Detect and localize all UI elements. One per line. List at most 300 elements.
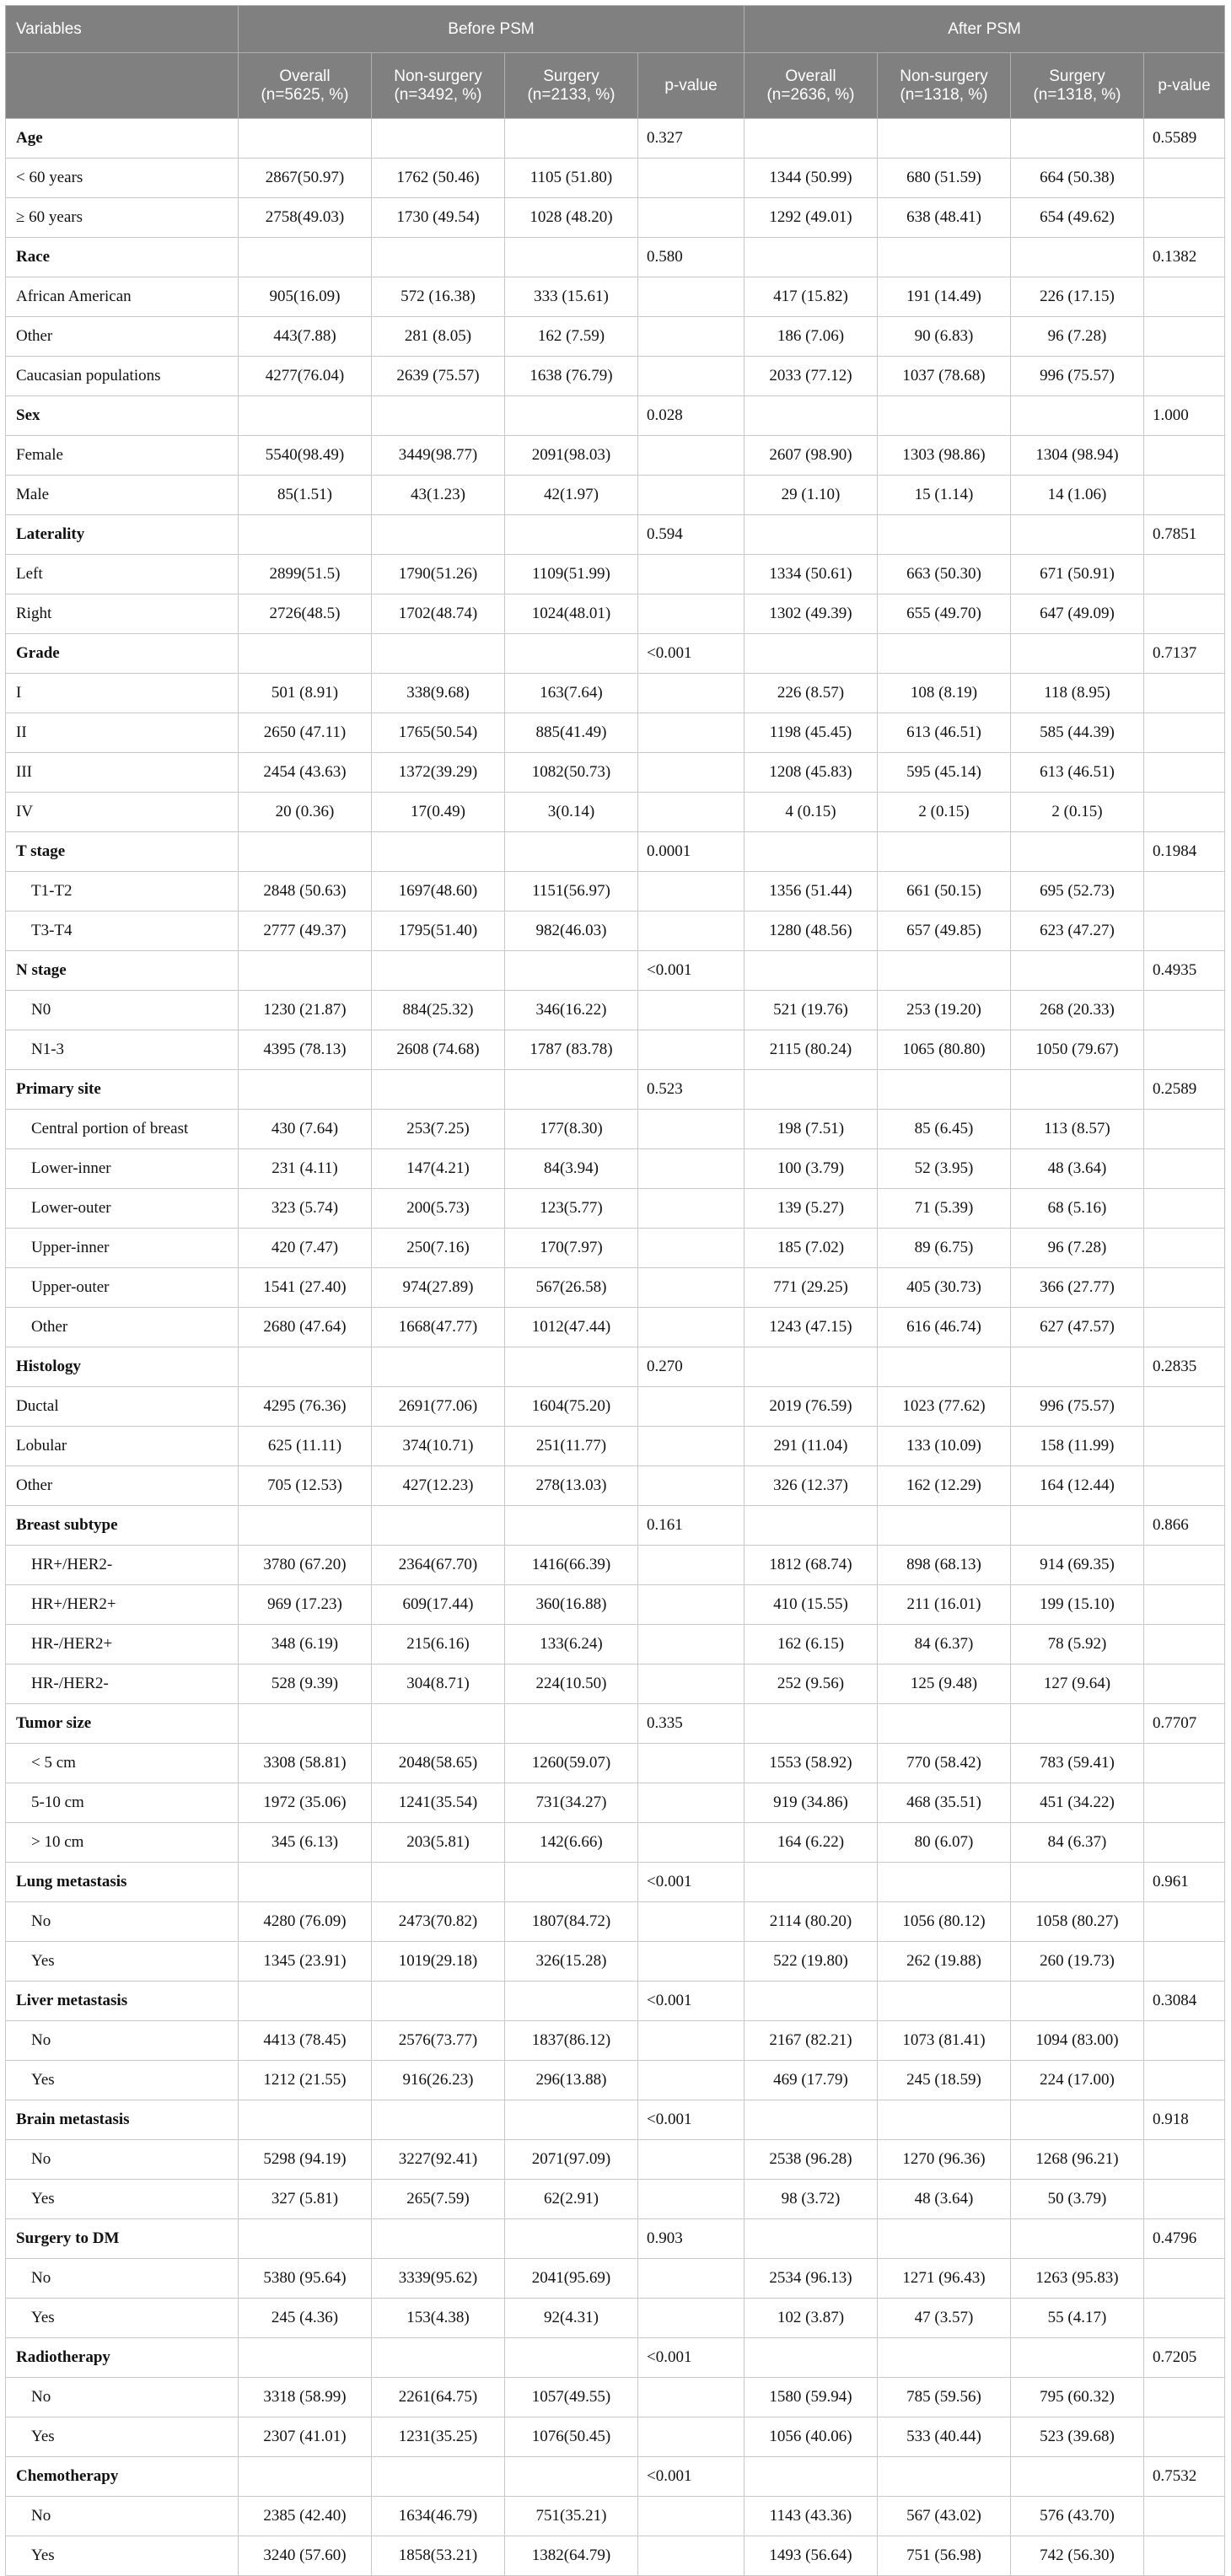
cell-overall-before: 905(16.09)	[239, 277, 372, 317]
table-row	[6, 2536, 1225, 2576]
cell-nonsurgery-before: 1730 (49.54)	[372, 198, 505, 238]
cell-nonsurgery-before: 3339(95.62)	[372, 2259, 505, 2299]
cell-overall-after: 1356 (51.44)	[745, 872, 878, 912]
cell-nonsurgery-before: 1795(51.40)	[372, 912, 505, 951]
p-value-before: 0.327	[638, 119, 745, 159]
cell-nonsurgery-before: 974(27.89)	[372, 1268, 505, 1308]
cell-surgery-before: 346(16.22)	[505, 991, 638, 1030]
cell-overall-before: 327 (5.81)	[239, 2180, 372, 2219]
empty-cell	[372, 1982, 505, 2021]
p-value-before: 0.580	[638, 238, 745, 277]
level-label: Left	[6, 555, 239, 594]
empty-cell	[1144, 555, 1225, 594]
empty-cell	[239, 515, 372, 555]
level-label: Other	[6, 317, 239, 357]
variable-label: Grade	[6, 634, 239, 674]
empty-cell	[505, 1982, 638, 2021]
empty-cell	[638, 1268, 745, 1308]
empty-cell	[745, 2100, 878, 2140]
p-value-before: <0.001	[638, 951, 745, 991]
empty-cell	[1144, 476, 1225, 515]
cell-nonsurgery-after: 1065 (80.80)	[878, 1030, 1011, 1070]
empty-cell	[1144, 872, 1225, 912]
cell-nonsurgery-before: 1668(47.77)	[372, 1308, 505, 1347]
level-label: Yes	[6, 2536, 239, 2576]
empty-cell	[638, 674, 745, 713]
variable-label: Brain metastasis	[6, 2100, 239, 2140]
cell-overall-after: 291 (11.04)	[745, 1427, 878, 1466]
empty-cell	[372, 238, 505, 277]
empty-cell	[1144, 912, 1225, 951]
cell-surgery-before: 62(2.91)	[505, 2180, 638, 2219]
level-label: N1-3	[6, 1030, 239, 1070]
empty-cell	[638, 1744, 745, 1783]
cell-overall-after: 1143 (43.36)	[745, 2497, 878, 2536]
cell-overall-before: 705 (12.53)	[239, 1466, 372, 1506]
p-value-after: 0.1382	[1144, 238, 1225, 277]
empty-cell	[1144, 2180, 1225, 2219]
table-row	[6, 1229, 1225, 1268]
p-value-after: 1.000	[1144, 396, 1225, 436]
level-label: Male	[6, 476, 239, 515]
cell-overall-before: 625 (11.11)	[239, 1427, 372, 1466]
cell-surgery-after: 127 (9.64)	[1011, 1664, 1144, 1704]
variable-row	[6, 634, 1225, 674]
cell-surgery-after: 1050 (79.67)	[1011, 1030, 1144, 1070]
cell-nonsurgery-after: 1270 (96.36)	[878, 2140, 1011, 2180]
empty-cell	[1011, 634, 1144, 674]
empty-cell	[1011, 515, 1144, 555]
empty-cell	[638, 1783, 745, 1823]
cell-overall-after: 522 (19.80)	[745, 1942, 878, 1982]
level-label: N0	[6, 991, 239, 1030]
empty-cell	[1011, 1863, 1144, 1902]
level-label: Other	[6, 1466, 239, 1506]
empty-cell	[505, 1347, 638, 1387]
empty-cell	[878, 119, 1011, 159]
empty-cell	[1144, 436, 1225, 476]
cell-surgery-after: 224 (17.00)	[1011, 2061, 1144, 2100]
empty-cell	[1011, 2100, 1144, 2140]
cell-surgery-before: 296(13.88)	[505, 2061, 638, 2100]
empty-cell	[745, 396, 878, 436]
cell-overall-after: 2534 (96.13)	[745, 2259, 878, 2299]
empty-cell	[239, 2457, 372, 2497]
cell-overall-before: 443(7.88)	[239, 317, 372, 357]
empty-cell	[638, 1229, 745, 1268]
cell-overall-before: 1230 (21.87)	[239, 991, 372, 1030]
table-row	[6, 436, 1225, 476]
table-row	[6, 2180, 1225, 2219]
cell-surgery-after: 1094 (83.00)	[1011, 2021, 1144, 2061]
column-header: Overall (n=2636, %)	[745, 53, 878, 119]
cell-surgery-before: 123(5.77)	[505, 1189, 638, 1229]
level-label: Yes	[6, 2299, 239, 2338]
cell-surgery-before: 142(6.66)	[505, 1823, 638, 1863]
cell-nonsurgery-before: 1231(35.25)	[372, 2417, 505, 2457]
cell-surgery-before: 1787 (83.78)	[505, 1030, 638, 1070]
level-label: No	[6, 2021, 239, 2061]
empty-cell	[638, 912, 745, 951]
level-label: Lower-outer	[6, 1189, 239, 1229]
level-label: > 10 cm	[6, 1823, 239, 1863]
variable-label: N stage	[6, 951, 239, 991]
table-row	[6, 1308, 1225, 1347]
cell-overall-after: 2114 (80.20)	[745, 1902, 878, 1942]
empty-cell	[1144, 1427, 1225, 1466]
level-label: IV	[6, 793, 239, 832]
cell-surgery-after: 996 (75.57)	[1011, 1387, 1144, 1427]
level-label: Lower-inner	[6, 1149, 239, 1189]
cell-nonsurgery-after: 638 (48.41)	[878, 198, 1011, 238]
table-row	[6, 1387, 1225, 1427]
empty-cell	[638, 991, 745, 1030]
cell-overall-after: 1812 (68.74)	[745, 1546, 878, 1585]
empty-cell	[1144, 674, 1225, 713]
empty-cell	[239, 832, 372, 872]
cell-overall-before: 2777 (49.37)	[239, 912, 372, 951]
cell-surgery-after: 1304 (98.94)	[1011, 436, 1144, 476]
cell-nonsurgery-before: 253(7.25)	[372, 1110, 505, 1149]
cell-surgery-after: 2 (0.15)	[1011, 793, 1144, 832]
cell-surgery-before: 360(16.88)	[505, 1585, 638, 1625]
cell-overall-after: 919 (34.86)	[745, 1783, 878, 1823]
p-value-after: 0.7707	[1144, 1704, 1225, 1744]
empty-cell	[1144, 1189, 1225, 1229]
cell-surgery-after: 158 (11.99)	[1011, 1427, 1144, 1466]
p-value-after: 0.7851	[1144, 515, 1225, 555]
empty-cell	[638, 793, 745, 832]
cell-nonsurgery-after: 533 (40.44)	[878, 2417, 1011, 2457]
empty-cell	[1144, 2378, 1225, 2417]
empty-cell	[1144, 1942, 1225, 1982]
cell-nonsurgery-before: 427(12.23)	[372, 1466, 505, 1506]
table-row	[6, 317, 1225, 357]
cell-surgery-before: 567(26.58)	[505, 1268, 638, 1308]
cell-surgery-before: 3(0.14)	[505, 793, 638, 832]
empty-cell	[505, 2338, 638, 2378]
variable-label: Radiotherapy	[6, 2338, 239, 2378]
empty-cell	[878, 2457, 1011, 2497]
cell-surgery-after: 1263 (95.83)	[1011, 2259, 1144, 2299]
empty-cell	[745, 634, 878, 674]
cell-nonsurgery-before: 281 (8.05)	[372, 317, 505, 357]
empty-cell	[505, 1070, 638, 1110]
cell-overall-before: 2848 (50.63)	[239, 872, 372, 912]
empty-cell	[1011, 396, 1144, 436]
cell-nonsurgery-after: 661 (50.15)	[878, 872, 1011, 912]
level-label: African American	[6, 277, 239, 317]
cell-nonsurgery-before: 215(6.16)	[372, 1625, 505, 1664]
cell-overall-before: 2650 (47.11)	[239, 713, 372, 753]
empty-cell	[878, 1704, 1011, 1744]
cell-overall-after: 185 (7.02)	[745, 1229, 878, 1268]
cell-nonsurgery-before: 200(5.73)	[372, 1189, 505, 1229]
cell-surgery-after: 671 (50.91)	[1011, 555, 1144, 594]
level-label: Right	[6, 594, 239, 634]
variable-row	[6, 951, 1225, 991]
table-row	[6, 1110, 1225, 1149]
cell-overall-after: 1198 (45.45)	[745, 713, 878, 753]
cell-nonsurgery-after: 84 (6.37)	[878, 1625, 1011, 1664]
p-value-before: 0.0001	[638, 832, 745, 872]
empty-cell	[878, 238, 1011, 277]
empty-cell	[638, 872, 745, 912]
cell-nonsurgery-after: 567 (43.02)	[878, 2497, 1011, 2536]
level-label: Upper-outer	[6, 1268, 239, 1308]
empty-cell	[1144, 2021, 1225, 2061]
cell-surgery-before: 133(6.24)	[505, 1625, 638, 1664]
level-label: No	[6, 1902, 239, 1942]
cell-overall-before: 3308 (58.81)	[239, 1744, 372, 1783]
cell-surgery-after: 84 (6.37)	[1011, 1823, 1144, 1863]
p-value-before: <0.001	[638, 2338, 745, 2378]
empty-cell	[372, 119, 505, 159]
cell-overall-after: 417 (15.82)	[745, 277, 878, 317]
table-row	[6, 1427, 1225, 1466]
empty-cell	[1144, 277, 1225, 317]
empty-cell	[372, 2338, 505, 2378]
cell-overall-after: 100 (3.79)	[745, 1149, 878, 1189]
level-label: Central portion of breast	[6, 1110, 239, 1149]
empty-cell	[1144, 357, 1225, 396]
cell-surgery-after: 914 (69.35)	[1011, 1546, 1144, 1585]
level-label: No	[6, 2140, 239, 2180]
variable-label: Sex	[6, 396, 239, 436]
variable-row	[6, 1506, 1225, 1546]
cell-overall-after: 29 (1.10)	[745, 476, 878, 515]
cell-nonsurgery-before: 1765(50.54)	[372, 713, 505, 753]
cell-surgery-after: 260 (19.73)	[1011, 1942, 1144, 1982]
cell-nonsurgery-before: 572 (16.38)	[372, 277, 505, 317]
empty-cell	[505, 634, 638, 674]
table-row	[6, 2259, 1225, 2299]
empty-cell	[638, 357, 745, 396]
level-label: HR-/HER2+	[6, 1625, 239, 1664]
cell-surgery-after: 523 (39.68)	[1011, 2417, 1144, 2457]
cell-nonsurgery-before: 1762 (50.46)	[372, 159, 505, 198]
variable-row	[6, 2338, 1225, 2378]
cell-surgery-after: 627 (47.57)	[1011, 1308, 1144, 1347]
empty-cell	[372, 2457, 505, 2497]
cell-surgery-before: 177(8.30)	[505, 1110, 638, 1149]
empty-cell	[745, 1347, 878, 1387]
cell-overall-after: 162 (6.15)	[745, 1625, 878, 1664]
empty-cell	[638, 1942, 745, 1982]
empty-cell	[239, 634, 372, 674]
cell-overall-after: 2607 (98.90)	[745, 436, 878, 476]
p-value-after: 0.2835	[1144, 1347, 1225, 1387]
empty-cell	[745, 832, 878, 872]
cell-overall-before: 5380 (95.64)	[239, 2259, 372, 2299]
cell-surgery-after: 96 (7.28)	[1011, 317, 1144, 357]
p-value-before: <0.001	[638, 634, 745, 674]
cell-surgery-before: 1109(51.99)	[505, 555, 638, 594]
empty-cell	[878, 1982, 1011, 2021]
p-value-after: 0.918	[1144, 2100, 1225, 2140]
cell-surgery-before: 1082(50.73)	[505, 753, 638, 793]
empty-cell	[1144, 1466, 1225, 1506]
p-value-after: 0.866	[1144, 1506, 1225, 1546]
column-header: p-value	[1144, 53, 1225, 119]
empty-cell	[878, 2338, 1011, 2378]
cell-nonsurgery-after: 616 (46.74)	[878, 1308, 1011, 1347]
empty-cell	[878, 1506, 1011, 1546]
empty-cell	[638, 2497, 745, 2536]
cell-nonsurgery-after: 1271 (96.43)	[878, 2259, 1011, 2299]
level-label: Lobular	[6, 1427, 239, 1466]
cell-surgery-before: 1638 (76.79)	[505, 357, 638, 396]
empty-cell	[745, 119, 878, 159]
p-value-after: 0.7205	[1144, 2338, 1225, 2378]
empty-cell	[239, 1704, 372, 1744]
cell-nonsurgery-after: 1303 (98.86)	[878, 436, 1011, 476]
empty-cell	[638, 2378, 745, 2417]
cell-overall-before: 4413 (78.45)	[239, 2021, 372, 2061]
level-label: ≥ 60 years	[6, 198, 239, 238]
cell-overall-after: 102 (3.87)	[745, 2299, 878, 2338]
cell-overall-before: 5298 (94.19)	[239, 2140, 372, 2180]
empty-cell	[745, 951, 878, 991]
variable-row	[6, 832, 1225, 872]
empty-cell	[1144, 793, 1225, 832]
cell-nonsurgery-after: 80 (6.07)	[878, 1823, 1011, 1863]
cell-overall-before: 430 (7.64)	[239, 1110, 372, 1149]
cell-overall-before: 1972 (35.06)	[239, 1783, 372, 1823]
empty-cell	[878, 1347, 1011, 1387]
empty-cell	[638, 2417, 745, 2457]
table-row	[6, 912, 1225, 951]
cell-surgery-before: 2091(98.03)	[505, 436, 638, 476]
level-label: No	[6, 2259, 239, 2299]
p-value-before: 0.523	[638, 1070, 745, 1110]
table-row	[6, 2378, 1225, 2417]
level-label: No	[6, 2497, 239, 2536]
cell-overall-after: 1302 (49.39)	[745, 594, 878, 634]
cell-surgery-after: 576 (43.70)	[1011, 2497, 1144, 2536]
variable-row	[6, 238, 1225, 277]
cell-overall-before: 2307 (41.01)	[239, 2417, 372, 2457]
variable-row	[6, 2457, 1225, 2497]
cell-overall-after: 1580 (59.94)	[745, 2378, 878, 2417]
cell-nonsurgery-before: 2048(58.65)	[372, 1744, 505, 1783]
table-row	[6, 1546, 1225, 1585]
cell-surgery-before: 1012(47.44)	[505, 1308, 638, 1347]
empty-cell	[1011, 951, 1144, 991]
empty-cell	[638, 1823, 745, 1863]
p-value-before: 0.903	[638, 2219, 745, 2259]
table-row	[6, 198, 1225, 238]
table-row	[6, 2497, 1225, 2536]
cell-nonsurgery-after: 655 (49.70)	[878, 594, 1011, 634]
cell-surgery-after: 78 (5.92)	[1011, 1625, 1144, 1664]
table-row	[6, 555, 1225, 594]
level-label: T3-T4	[6, 912, 239, 951]
variable-row	[6, 1347, 1225, 1387]
cell-overall-after: 1553 (58.92)	[745, 1744, 878, 1783]
empty-cell	[638, 317, 745, 357]
cell-nonsurgery-after: 1056 (80.12)	[878, 1902, 1011, 1942]
p-value-before: <0.001	[638, 2100, 745, 2140]
p-value-after: 0.7137	[1144, 634, 1225, 674]
empty-cell	[878, 832, 1011, 872]
empty-cell	[1144, 1268, 1225, 1308]
cell-nonsurgery-before: 884(25.32)	[372, 991, 505, 1030]
empty-cell	[1011, 2219, 1144, 2259]
empty-cell	[745, 1863, 878, 1902]
cell-surgery-after: 647 (49.09)	[1011, 594, 1144, 634]
empty-cell	[1144, 2299, 1225, 2338]
cell-overall-before: 4395 (78.13)	[239, 1030, 372, 1070]
cell-overall-after: 771 (29.25)	[745, 1268, 878, 1308]
cell-nonsurgery-after: 1023 (77.62)	[878, 1387, 1011, 1427]
empty-cell	[638, 1585, 745, 1625]
cell-nonsurgery-before: 609(17.44)	[372, 1585, 505, 1625]
cell-surgery-before: 224(10.50)	[505, 1664, 638, 1704]
empty-cell	[878, 2219, 1011, 2259]
empty-cell	[372, 1347, 505, 1387]
after-psm-header: After PSM	[745, 6, 1225, 53]
cell-nonsurgery-before: 2691(77.06)	[372, 1387, 505, 1427]
table-row	[6, 1744, 1225, 1783]
table-row	[6, 2417, 1225, 2457]
cell-nonsurgery-after: 595 (45.14)	[878, 753, 1011, 793]
cell-overall-after: 326 (12.37)	[745, 1466, 878, 1506]
empty-cell	[638, 1902, 745, 1942]
variable-label: Primary site	[6, 1070, 239, 1110]
empty-cell	[745, 1704, 878, 1744]
cell-surgery-after: 118 (8.95)	[1011, 674, 1144, 713]
cell-nonsurgery-before: 2261(64.75)	[372, 2378, 505, 2417]
cell-overall-before: 345 (6.13)	[239, 1823, 372, 1863]
cell-nonsurgery-after: 657 (49.85)	[878, 912, 1011, 951]
empty-cell	[505, 2457, 638, 2497]
cell-nonsurgery-before: 2576(73.77)	[372, 2021, 505, 2061]
empty-cell	[638, 159, 745, 198]
empty-cell	[1144, 1902, 1225, 1942]
cell-nonsurgery-before: 17(0.49)	[372, 793, 505, 832]
empty-cell	[239, 951, 372, 991]
empty-cell	[638, 1664, 745, 1704]
cell-surgery-after: 68 (5.16)	[1011, 1189, 1144, 1229]
variable-row	[6, 2219, 1225, 2259]
cell-nonsurgery-after: 191 (14.49)	[878, 277, 1011, 317]
cell-surgery-before: 1416(66.39)	[505, 1546, 638, 1585]
empty-cell	[372, 951, 505, 991]
cell-surgery-after: 164 (12.44)	[1011, 1466, 1144, 1506]
cell-surgery-after: 226 (17.15)	[1011, 277, 1144, 317]
cell-surgery-before: 1024(48.01)	[505, 594, 638, 634]
empty-cell	[1144, 1664, 1225, 1704]
cell-overall-before: 85(1.51)	[239, 476, 372, 515]
table-row	[6, 1783, 1225, 1823]
cell-overall-before: 3318 (58.99)	[239, 2378, 372, 2417]
cell-nonsurgery-before: 1790(51.26)	[372, 555, 505, 594]
cell-overall-after: 1334 (50.61)	[745, 555, 878, 594]
p-value-after: 0.7532	[1144, 2457, 1225, 2497]
cell-surgery-after: 613 (46.51)	[1011, 753, 1144, 793]
p-value-before: 0.270	[638, 1347, 745, 1387]
column-header: p-value	[638, 53, 745, 119]
empty-cell	[638, 2061, 745, 2100]
empty-cell	[505, 2100, 638, 2140]
cell-nonsurgery-before: 1372(39.29)	[372, 753, 505, 793]
cell-surgery-after: 14 (1.06)	[1011, 476, 1144, 515]
cell-surgery-after: 795 (60.32)	[1011, 2378, 1144, 2417]
table-row	[6, 713, 1225, 753]
table-row	[6, 753, 1225, 793]
cell-overall-after: 252 (9.56)	[745, 1664, 878, 1704]
